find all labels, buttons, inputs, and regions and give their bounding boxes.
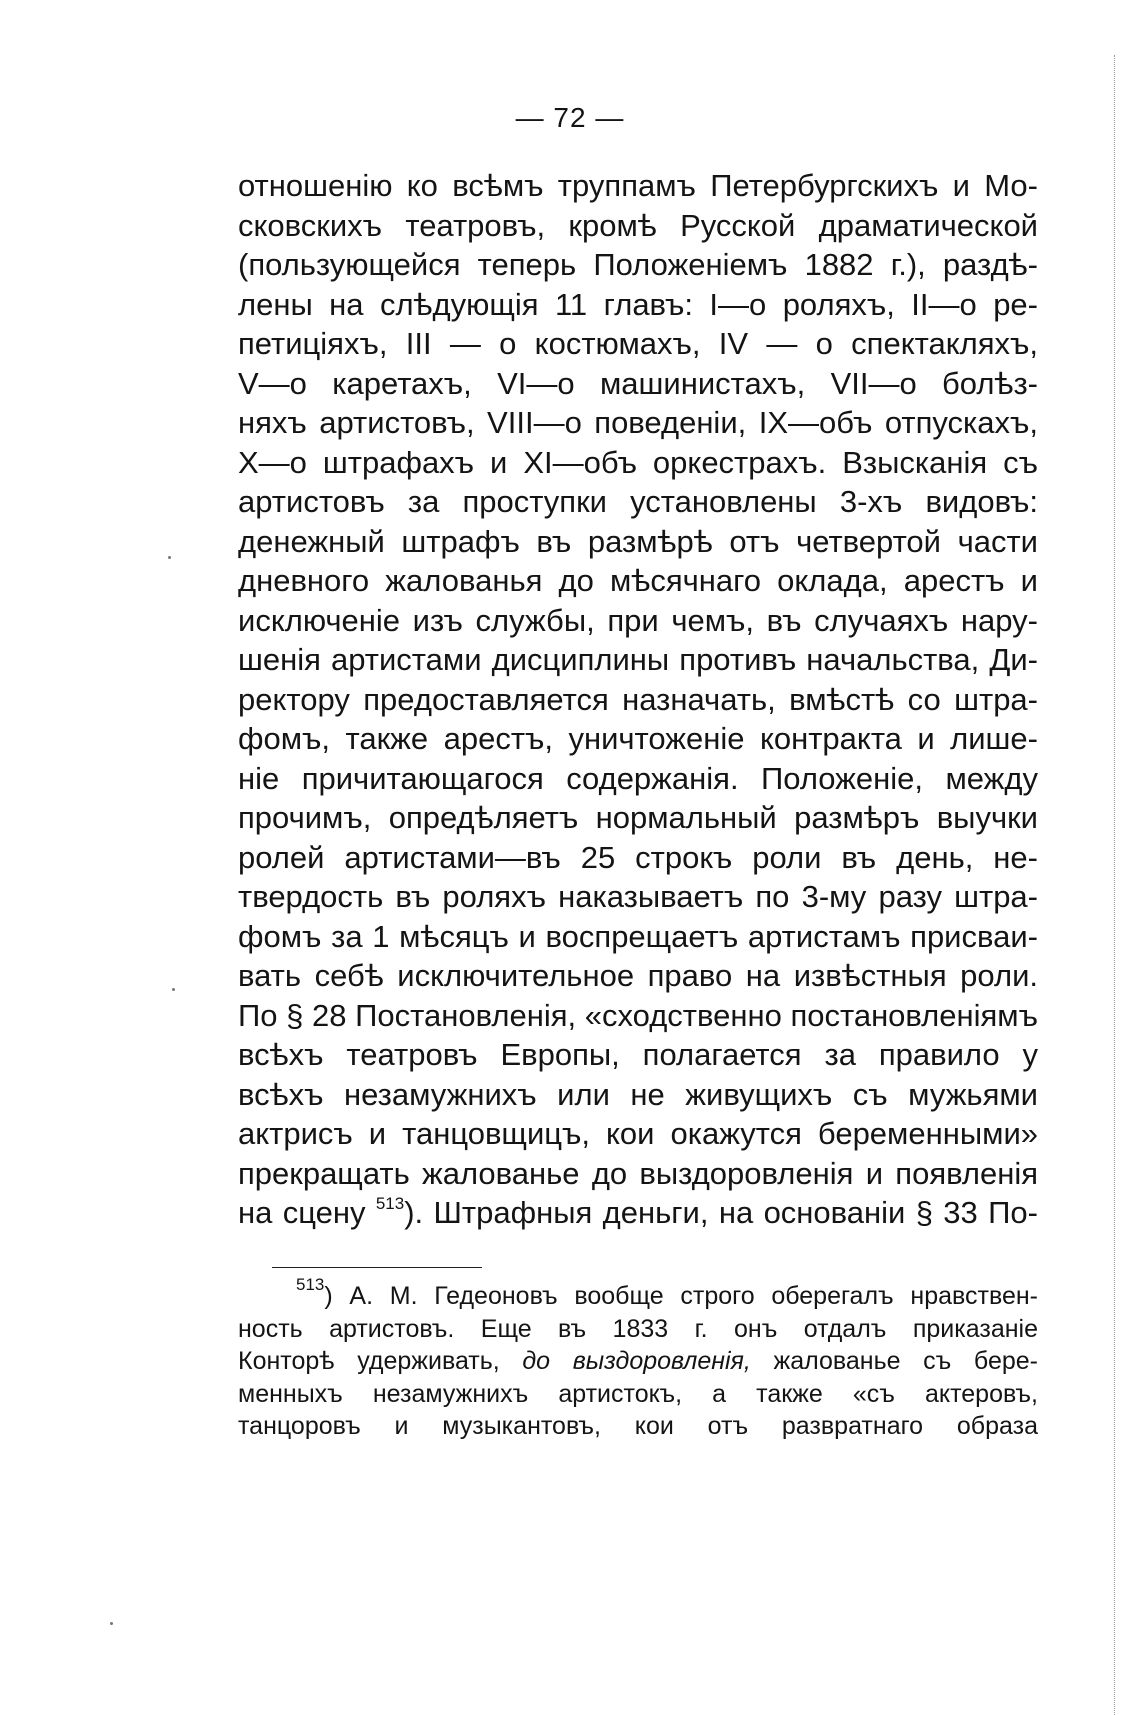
text-line: актрисъ и танцовщицъ, кои окажутся беременными» (238, 1116, 1038, 1151)
footnote (238, 1275, 1038, 1443)
text-line: лены на слѣдующія 11 главъ: I—о роляхъ, II—о ре- (238, 286, 1038, 322)
scan-speck (168, 556, 171, 559)
footnote-line: танцоровъ и музыкантовъ, кои отъ развратнаго образа (238, 1412, 1038, 1440)
text-line: дневного жалованья до мѣсячнаго оклада, арестъ и (238, 563, 1038, 598)
text-line: петиціяхъ, III — о костюмахъ, IV — о спектакляхъ, (238, 326, 1038, 361)
footnote-line: ность артистовъ. Еще въ 1833 г. онъ отдалъ приказаніе (238, 1314, 1038, 1343)
text-line: фомъ за 1 мѣсяцъ и воспрещаетъ артистамъ присваи- (238, 918, 1038, 954)
body-text (238, 166, 1038, 1233)
footnote-text: жалованье съ бере- (750, 1347, 1038, 1375)
text-line: вать себѣ исключительное право на извѣстныя роли. (238, 958, 1038, 993)
text-line: прекращать жалованье до выздоровленія и появленія (238, 1155, 1038, 1191)
text-fragment: на сцену (238, 1195, 376, 1230)
text-line: фомъ, также арестъ, уничтоженіе контракта и лише- (238, 721, 1038, 756)
text-line: X—о штрафахъ и XI—объ оркестрахъ. Взысканія съ (238, 444, 1038, 480)
text-line: исключеніе изъ службы, при чемъ, въ случаяхъ нару- (238, 602, 1038, 638)
text-line: няхъ артистовъ, VIII—о поведеніи, IX—объ отпускахъ, (238, 405, 1038, 440)
text-line: ролей артистами—въ 25 строкъ роли въ день, не- (238, 839, 1038, 875)
text-line: всѣхъ театровъ Европы, полагается за правило у (238, 1037, 1038, 1072)
text-line: артистовъ за проступки установлены 3-хъ видовъ: (238, 484, 1038, 519)
footnote-text: ) А. М. Гедеоновъ вообще строго оберегалъ нравствен- (324, 1282, 1038, 1310)
text-line: ніе причитающагося содержанія. Положеніе, между (238, 760, 1038, 796)
text-line: денежный штрафъ въ размѣрѣ отъ четвертой части (238, 523, 1038, 559)
text-line: всѣхъ незамужнихъ или не живущихъ съ мужьями (238, 1076, 1038, 1112)
text-line: сковскихъ театровъ, кромѣ Русской драматической (238, 207, 1038, 243)
page-edge-line (1114, 55, 1115, 1715)
footnote-text: Конторѣ удерживать, (238, 1347, 523, 1375)
scan-speck (172, 988, 175, 991)
footnote-line: менныхъ незамужнихъ артистокъ, а также «съ актеровъ, (238, 1379, 1038, 1408)
text-line: ректору предоставляется назначать, вмѣстѣ со штра- (238, 681, 1038, 717)
page-number: — 72 — (515, 102, 625, 133)
text-line: отношенію ко всѣмъ труппамъ Петербургскихъ и Мо- (238, 168, 1038, 203)
footnote-line (238, 1345, 1038, 1378)
text-fragment: ). Штрафныя деньги, на основаніи § 33 По- (404, 1195, 1038, 1230)
text-line: твердость въ роляхъ наказываетъ по 3-му разу штра- (238, 879, 1038, 914)
footnote-marker: 513 (296, 1275, 325, 1294)
text-line: V—о каретахъ, VI—о машинистахъ, VII—о болѣз- (238, 365, 1038, 401)
footnote-italic-text: до выздоровленія, (522, 1347, 751, 1375)
scan-speck (110, 1622, 113, 1625)
footnote-separator (272, 1267, 482, 1268)
text-line: прочимъ, опредѣляетъ нормальный размѣръ выучки (238, 800, 1038, 835)
text-line: По § 28 Постановленія, «сходственно постановленіямъ (238, 997, 1038, 1033)
footnote-reference: 513 (375, 1194, 405, 1213)
text-line-last (238, 1193, 1038, 1233)
text-line: (пользующейся теперь Положеніемъ 1882 г.), раздѣ- (238, 247, 1038, 282)
footnote-line (238, 1275, 1038, 1313)
text-line: шенія артистами дисциплины противъ начальства, Ди- (238, 642, 1038, 677)
